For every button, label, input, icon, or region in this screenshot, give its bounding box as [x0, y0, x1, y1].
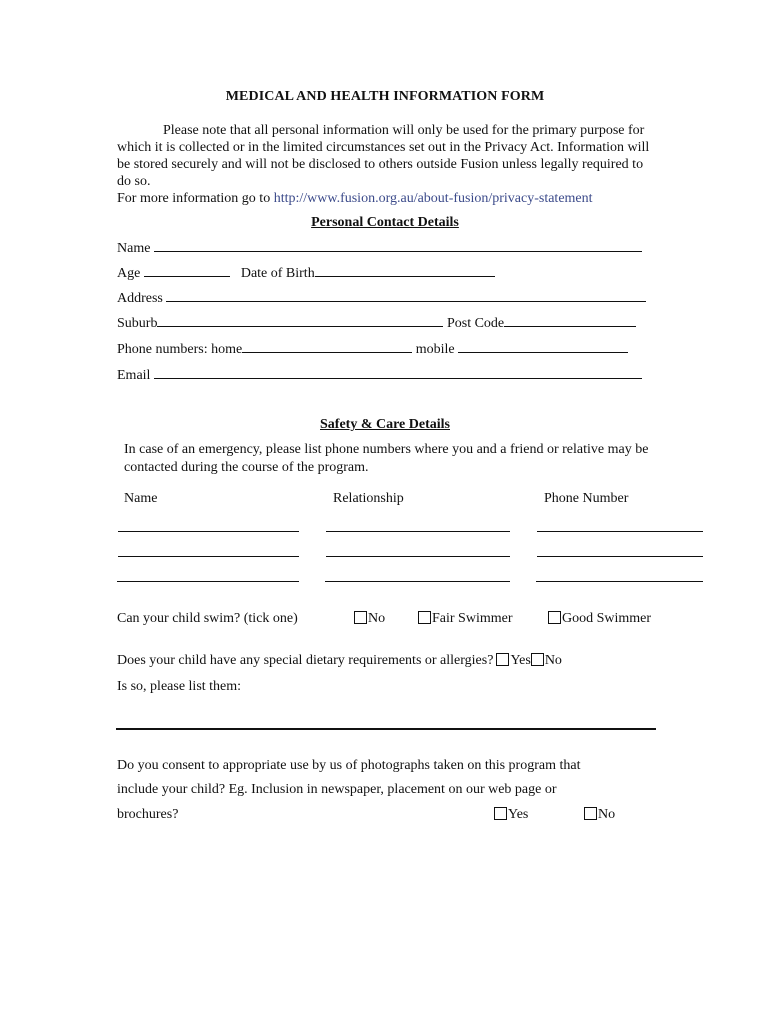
- dob-field[interactable]: [315, 265, 495, 277]
- contact-1-relationship-field[interactable]: [326, 531, 510, 532]
- checkbox[interactable]: [584, 807, 597, 820]
- age-label: Age: [117, 266, 141, 281]
- contact-3-name-field[interactable]: [117, 581, 299, 582]
- dob-label: Date of Birth: [240, 266, 315, 281]
- col-name-header: Name: [124, 491, 158, 506]
- col-relationship-header: Relationship: [333, 491, 404, 506]
- dietary-list-field[interactable]: [116, 728, 656, 730]
- emergency-instructions: In case of an emergency, please list phone numbers where you and a friend or relative may be contacted during the course of the program.: [124, 442, 649, 475]
- checkbox[interactable]: [548, 611, 561, 624]
- privacy-notice: [117, 122, 657, 207]
- age-dob-row: [117, 265, 495, 282]
- swim-option-label: No: [368, 611, 386, 626]
- suburb-postcode-row: [117, 315, 636, 332]
- dietary-list-prompt: Is so, please list them:: [117, 679, 242, 694]
- address-row: [117, 290, 646, 307]
- checkbox[interactable]: [494, 807, 507, 820]
- photo-consent-no[interactable]: [584, 807, 615, 823]
- mobile-field[interactable]: [458, 341, 628, 353]
- dietary-question: [117, 653, 562, 669]
- swim-option-good[interactable]: [548, 611, 651, 627]
- name-label: Name: [117, 241, 151, 256]
- col-phone-header: Phone Number: [544, 491, 629, 506]
- address-label: Address: [117, 291, 163, 306]
- name-field[interactable]: [154, 240, 642, 252]
- dietary-no-label: No: [544, 653, 562, 668]
- contact-2-name-field[interactable]: [118, 556, 299, 557]
- phone-home-field[interactable]: [242, 341, 412, 353]
- photo-consent-line-2: include your child? Eg. Inclusion in newspaper, placement on our web page or: [117, 782, 557, 797]
- postcode-label: Post Code: [446, 316, 505, 331]
- contact-3-phone-field[interactable]: [536, 581, 703, 582]
- checkbox[interactable]: [418, 611, 431, 624]
- contact-3-relationship-field[interactable]: [325, 581, 510, 582]
- suburb-label: Suburb: [117, 316, 158, 331]
- dietary-question-text: Does your child have any special dietary requirements or allergies?: [117, 653, 494, 668]
- age-field[interactable]: [144, 265, 230, 277]
- safety-details-heading: Safety & Care Details: [320, 417, 450, 432]
- privacy-notice-text: Please note that all personal information will only be used for the primary purpose for which it is collected or in the limited circumstances set out in the Privacy Act. Information will be stored securely and will not be disclosed to others outside Fusion unless legally required to do so.: [117, 123, 650, 189]
- contact-2-relationship-field[interactable]: [326, 556, 510, 557]
- address-field[interactable]: [166, 290, 646, 302]
- photo-yes-label: Yes: [508, 807, 529, 822]
- mobile-label: mobile: [415, 342, 455, 357]
- dietary-no-checkbox[interactable]: [531, 653, 544, 666]
- form-title: MEDICAL AND HEALTH INFORMATION FORM: [225, 89, 545, 104]
- contact-2-phone-field[interactable]: [537, 556, 703, 557]
- suburb-field[interactable]: [157, 315, 443, 327]
- contact-1-name-field[interactable]: [118, 531, 299, 532]
- swim-option-label: Good Swimmer: [562, 611, 652, 626]
- swim-option-label: Fair Swimmer: [432, 611, 513, 626]
- dietary-yes-checkbox[interactable]: [496, 653, 509, 666]
- name-row: [117, 240, 642, 257]
- more-info-prefix: For more information go to: [117, 191, 274, 206]
- privacy-statement-link[interactable]: http://www.fusion.org.au/about-fusion/privacy-statement: [273, 191, 593, 206]
- email-row: [117, 367, 642, 384]
- photo-no-label: No: [598, 807, 616, 822]
- checkbox[interactable]: [354, 611, 367, 624]
- email-label: Email: [117, 368, 151, 383]
- email-field[interactable]: [154, 367, 642, 379]
- swim-option-fair[interactable]: [418, 611, 513, 627]
- phone-row: [117, 341, 628, 358]
- dietary-yes-label: Yes: [510, 653, 531, 668]
- phone-home-label: Phone numbers: home: [117, 342, 243, 357]
- contact-1-phone-field[interactable]: [537, 531, 703, 532]
- swim-option-no[interactable]: [354, 611, 385, 627]
- swim-question: Can your child swim? (tick one): [117, 611, 298, 626]
- photo-consent-line-1: Do you consent to appropriate use by us of photographs taken on this program that: [117, 758, 581, 773]
- photo-consent-line-3: brochures?: [117, 807, 179, 822]
- postcode-field[interactable]: [504, 315, 636, 327]
- photo-consent-yes[interactable]: [494, 807, 528, 823]
- personal-details-heading: Personal Contact Details: [311, 215, 459, 230]
